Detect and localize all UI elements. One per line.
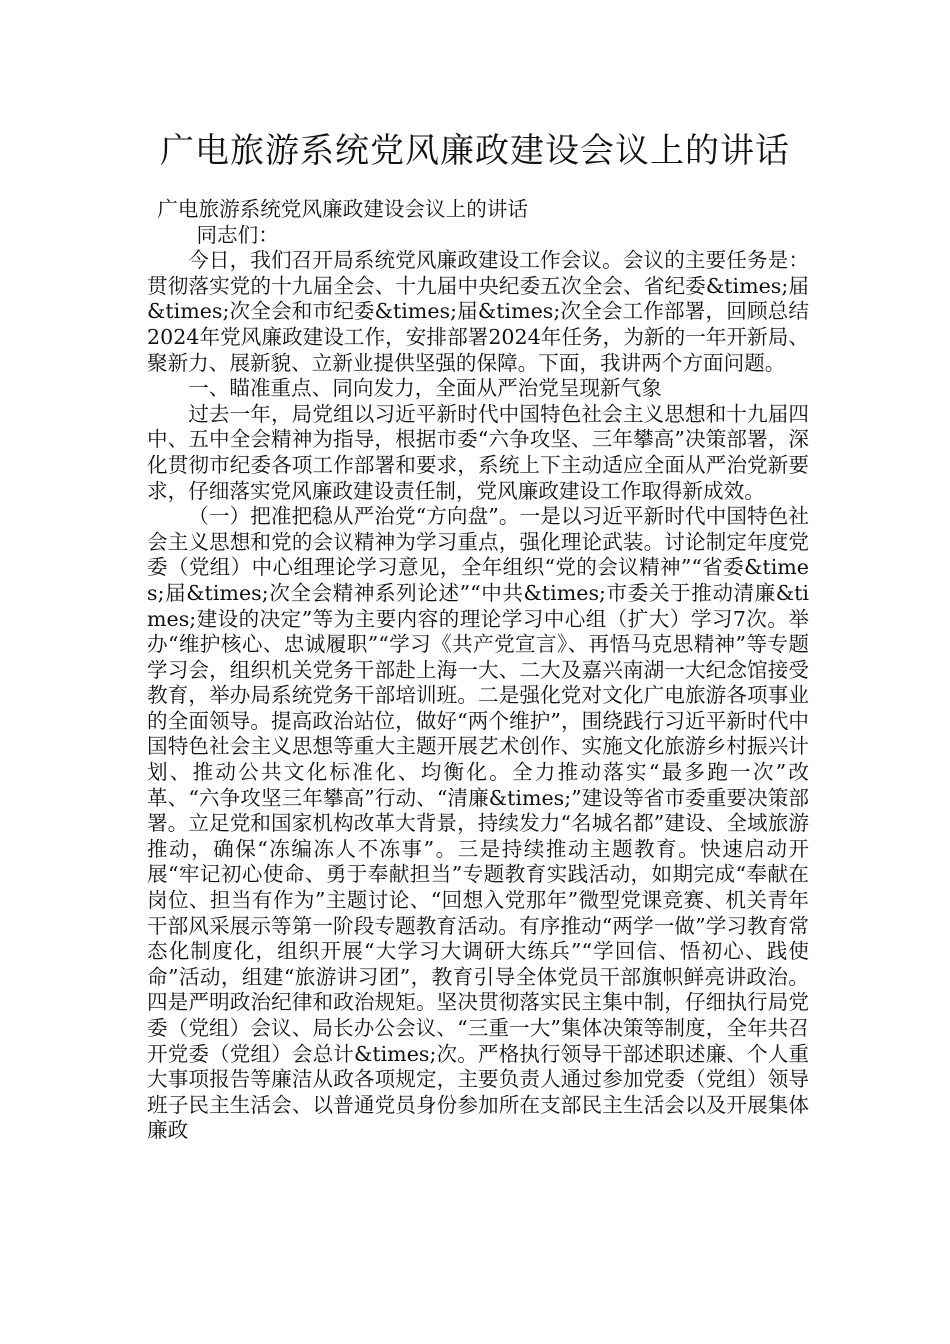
- document-body: [147, 197, 809, 1144]
- section-heading: 一、瞄准重点、同向发力，全面从严治党呈现新气象: [188, 376, 662, 401]
- paragraph-opening: 今日，我们召开局系统党风廉政建设工作会议。会议的主要任务是：贯彻落实党的十九届全会、十九届中央纪委五次全会、省纪委&times;届&times;次全会和市纪委&times;届&times;次全会工作部署，回顾总结2024年党风廉政建设工作，安排部署2024年任务，为新的一年开新局、聚新力、展新貌、立新业提供坚强的保障。下面，我讲两个方面问题。: [147, 248, 809, 375]
- paragraph-direction: （一）把准把稳从严治党“方向盘”。一是以习近平新时代中国特色社会主义思想和党的会议精神为学习重点，强化理论武装。讨论制定年度党委（党组）中心组理论学习意见，全年组织“党的会议精神”“省委&times;届&times;次全会精神系列论述”“中共&times;市委关于推动清廉&times;建设的决定”等为主要内容的理论学习中心组（扩大）学习7次。举办“维护核心、忠诚履职”“学习《共产党宣言》、再悟马克思精神”等专题学习会，组织机关党务干部赴上海一大、二大及嘉兴南湖一大纪念馆接受教育，举办局系统党务干部培训班。二是强化党对文化广电旅游各项事业的全面领导。提高政治站位，做好“两个维护”，围绕践行习近平新时代中国特色社会主义思想等重大主题开展艺术创作、实施文化旅游乡村振兴计划、推动公共文化标准化、均衡化。全力推动落实“最多跑一次”改革、“六争攻坚三年攀高”行动、“清廉&times;”建设等省市委重要决策部署。立足党和国家机构改革大背景，持续发力“名城名都”建设、全域旅游推动，确保“冻编冻人不冻事”。三是持续推动主题教育。快速启动开展“牢记初心使命、勇于奉献担当”专题教育实践活动，如期完成“奉献在岗位、担当有作为”主题讨论、“回想入党那年”微型党课竞赛、机关青年干部风采展示等第一阶段专题教育活动。有序推动“两学一做”学习教育常态化制度化，组织开展“大学习大调研大练兵”“学回信、悟初心、践使命”活动，组建“旅游讲习团”，教育引导全体党员干部旗帜鲜亮讲政治。四是严明政治纪律和政治规矩。坚决贯彻落实民主集中制，仔细执行局党委（党组）会议、局长办公会议、“三重一大”集体决策等制度，全年共召开党委（党组）会总计&times;次。严格执行领导干部述职述廉、个人重大事项报告等廉洁从政各项规定，主要负责人通过参加党委（党组）领导班子民主生活会、以普通党员身份参加所在支部民主生活会以及开展集体廉政: [147, 504, 809, 1143]
- greeting: 同志们：: [196, 222, 279, 247]
- paragraph-review: 过去一年，局党组以习近平新时代中国特色社会主义思想和十九届四中、五中全会精神为指导，根据市委“六争攻坚、三年攀高”决策部署，深化贯彻市纪委各项工作部署和要求，系统上下主动适应全面从严治党新要求，仔细落实党风廉政建设责任制，党风廉政建设工作取得新成效。: [147, 401, 809, 503]
- document-title: 广电旅游系统党风廉政建设会议上的讲话: [160, 131, 790, 171]
- document-subtitle: 广电旅游系统党风廉政建设会议上的讲话: [157, 197, 528, 221]
